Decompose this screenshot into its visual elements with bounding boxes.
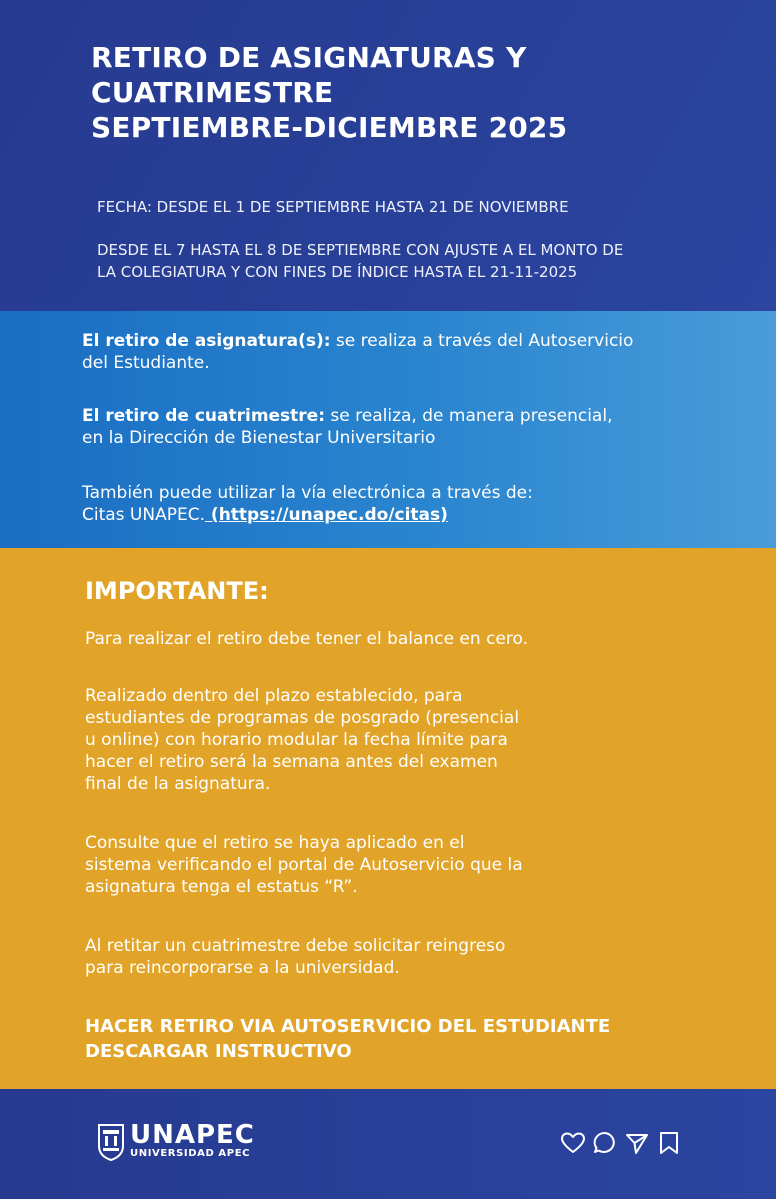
cuatrimestre-paragraph (82, 405, 722, 449)
date-range: FECHA: DESDE EL 1 DE SEPTIEMBRE HASTA 21 DE NOVIEMBRE (97, 198, 569, 216)
cta-links (85, 1014, 725, 1064)
consulte-line-1: Consulte que el retiro se haya aplicado en el (85, 833, 465, 853)
bookmark-icon[interactable] (656, 1130, 682, 1156)
plazo-line-5: final de la asignatura. (85, 774, 271, 794)
asignatura-label: El retiro de asignatura(s): (82, 331, 331, 351)
title-line-1: RETIRO DE ASIGNATURAS Y (91, 41, 527, 74)
importante-heading: IMPORTANTE: (85, 577, 269, 605)
page-title (91, 40, 711, 145)
share-icon[interactable] (624, 1130, 650, 1156)
asignatura-paragraph (82, 330, 722, 374)
plazo-line-3: u online) con horario modular la fecha límite para (85, 730, 508, 750)
social-actions (560, 1130, 680, 1156)
consulte-line-2: sistema verificando el portal de Autoservicio que la (85, 855, 523, 875)
tambien-text: También puede utilizar la vía electrónica a través de: (82, 483, 533, 503)
asignatura-text-2: del Estudiante. (82, 353, 210, 373)
consulte-line-3: asignatura tenga el estatus “R”. (85, 877, 358, 897)
plazo-paragraph (85, 685, 705, 795)
unapec-logo (96, 1122, 266, 1166)
logo-subtitle: UNIVERSIDAD APEC (130, 1148, 251, 1159)
autoservicio-link[interactable]: HACER RETIRO VIA AUTOSERVICIO DEL ESTUDIANTE (85, 1016, 611, 1037)
citas-label: Citas UNAPEC. (82, 505, 205, 525)
citas-link[interactable]: (https://unapec.do/citas) (205, 505, 448, 525)
title-line-2: CUATRIMESTRE (91, 76, 334, 109)
reingreso-line-2: para reincorporarse a la universidad. (85, 958, 400, 978)
comment-icon[interactable] (592, 1130, 618, 1156)
citas-paragraph (82, 482, 722, 526)
consulte-paragraph (85, 832, 705, 898)
cuatrimestre-text: se realiza, de manera presencial, (325, 406, 613, 426)
balance-text (85, 628, 705, 650)
reingreso-line-1: Al retitar un cuatrimestre debe solicitar reingreso (85, 936, 506, 956)
cuatrimestre-label: El retiro de cuatrimestre: (82, 406, 326, 426)
reingreso-paragraph (85, 935, 705, 979)
instructivo-link[interactable]: DESCARGAR INSTRUCTIVO (85, 1041, 352, 1062)
plazo-line-4: hacer el retiro será la semana antes del examen (85, 752, 498, 772)
balance-line: Para realizar el retiro debe tener el balance en cero. (85, 629, 528, 649)
plazo-line-2: estudiantes de programas de posgrado (presencial (85, 708, 520, 728)
asignatura-text: se realiza a través del Autoservicio (330, 331, 634, 351)
plazo-line-1: Realizado dentro del plazo establecido, para (85, 686, 463, 706)
heart-icon[interactable] (560, 1130, 586, 1156)
logo-wordmark: UNAPEC (130, 1120, 255, 1150)
title-line-3: SEPTIEMBRE-DICIEMBRE 2025 (91, 111, 568, 144)
cuatrimestre-text-2: en la Dirección de Bienestar Universitario (82, 428, 436, 448)
adjustment-line-1: DESDE EL 7 HASTA EL 8 DE SEPTIEMBRE CON AJUSTE A EL MONTO DE (97, 241, 624, 259)
adjustment-period (97, 239, 737, 283)
adjustment-line-2: LA COLEGIATURA Y CON FINES DE ÍNDICE HASTA EL 21-11-2025 (97, 263, 578, 281)
unapec-emblem-icon (96, 1122, 126, 1162)
